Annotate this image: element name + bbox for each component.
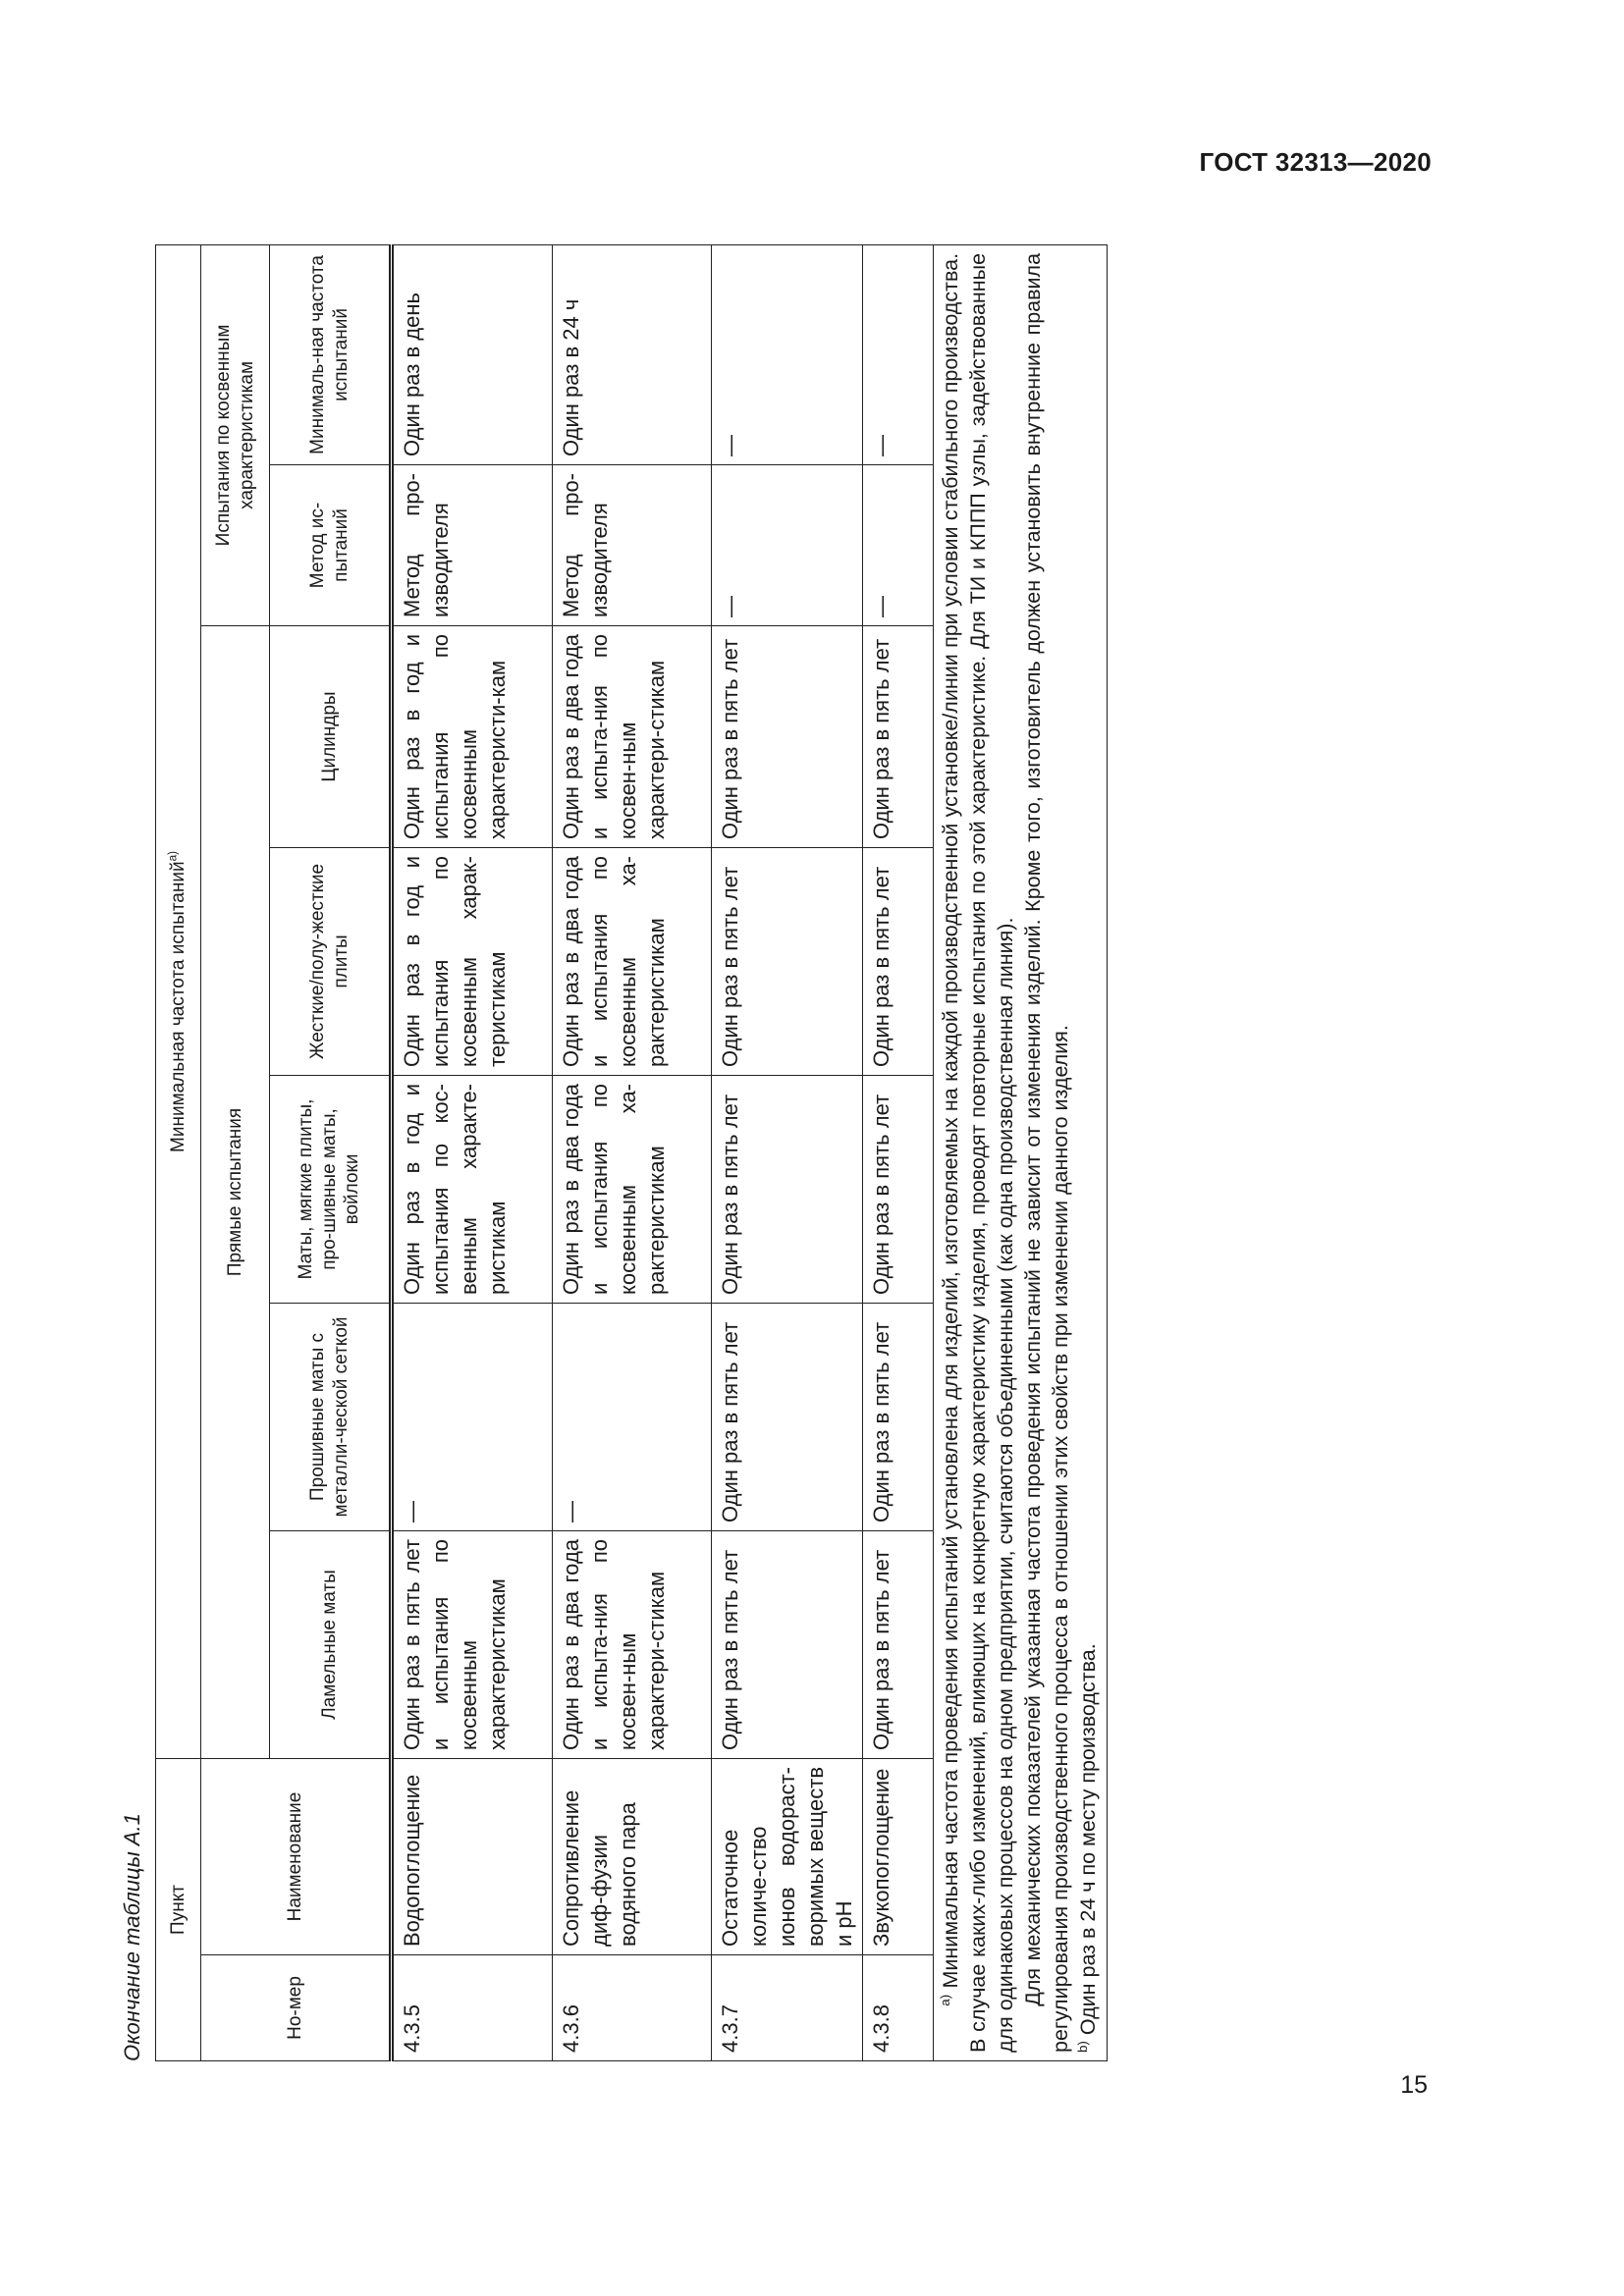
cell-cylinders: Один раз в год и испытания по косвенным характеристи-кам (392, 625, 553, 847)
rotated-table-sheet (110, 196, 1149, 2061)
cell-min-frequency: — (863, 244, 934, 464)
row-name: Звукопоглощение (863, 1758, 934, 1954)
cell-lamel: Один раз в пять лет (863, 1530, 934, 1758)
cell-proshiv: Один раз в пять лет (863, 1303, 934, 1530)
cell-min-frequency: — (712, 244, 863, 464)
header-lamel-mats: Ламельные маты (270, 1530, 392, 1758)
header-punkt: Пункт (156, 1758, 201, 2060)
header-name: Наименование (201, 1758, 392, 1954)
cell-lamel: Один раз в пять лет и испытания по косвенным характеристикам (392, 1530, 553, 1758)
cell-lamel: Один раз в пять лет (712, 1530, 863, 1758)
cell-maty: Один раз в два года и испытания по косвенным ха-рактеристикам (553, 1075, 712, 1303)
cell-proshiv: Один раз в пять лет (712, 1303, 863, 1530)
row-number: 4.3.8 (863, 1955, 934, 2061)
footnote-b: $^{b)}$ Один раз в 24 ч по месту производства. (1074, 1643, 1100, 2053)
cell-cylinders: Один раз в пять лет (863, 625, 934, 847)
table-row (863, 244, 934, 2060)
cell-maty: Один раз в год и испытания по кос-венным характе-ристикам (392, 1075, 553, 1303)
header-direct-tests: Прямые испытания (201, 625, 270, 1758)
cell-proshiv: — (392, 1303, 553, 1530)
header-min-frequency: Минимальная частота испытаний$^{a)}$ (156, 244, 201, 1758)
row-name: Водопоглощение (392, 1758, 553, 1954)
header-stitched-mats-mesh: Прошивные маты с металли-ческой сеткой (270, 1303, 392, 1530)
header-number: Но-мер (201, 1955, 392, 2061)
header-min-frequency-indirect: Минималь-ная частота испытаний (270, 244, 392, 464)
table-row (553, 244, 712, 2060)
header-mats-soft-boards: Маты, мягкие плиты, про-шивные маты, войлоки (270, 1075, 392, 1303)
table-footnotes (934, 244, 1108, 2060)
header-indirect-tests: Испытания по косвенным характеристикам (201, 244, 270, 625)
cell-maty: Один раз в пять лет (712, 1075, 863, 1303)
cell-method: Метод про-изводителя (553, 464, 712, 625)
cell-zhestkie: Один раз в год и испытания по косвенным харак-теристикам (392, 847, 553, 1075)
cell-zhestkie: Один раз в пять лет (712, 847, 863, 1075)
header-rigid-boards: Жесткие/полу-жесткие плиты (270, 847, 392, 1075)
cell-min-frequency: Один раз в день (392, 244, 553, 464)
row-name: Остаточное количе-ство ионов водораст-воримых веществ и pH (712, 1758, 863, 1954)
table-caption: Окончание таблицы А.1 (120, 1813, 144, 2061)
cell-maty: Один раз в пять лет (863, 1075, 934, 1303)
row-number: 4.3.7 (712, 1955, 863, 2061)
cell-zhestkie: Один раз в два года и испытания по косвенным ха-рактеристикам (553, 847, 712, 1075)
row-number: 4.3.6 (553, 1955, 712, 2061)
document-code: ГОСТ 32313—2020 (1199, 147, 1432, 177)
header-test-method: Метод ис-пытаний (270, 464, 392, 625)
footnote-a: $^{a)}$ Минимальная частота проведения испытаний установлена для изделий, изготовляемых на каждой производственной установке/линии при условии стабильного производства. В случае каких-либо изменений, влияющих на конкретную характеристику изделия, проводят повторные испытания по этой характеристике. Для ТИ и КППП узлы, задействованные для одинаковых процессов на одном предприятии, считаются объединенными (как одна производственная линия). (938, 252, 1018, 2053)
header-cylinders: Цилиндры (270, 625, 392, 847)
cell-method: — (863, 464, 934, 625)
cell-lamel: Один раз в два года и испыта-ния по косвен-ным характери-стикам (553, 1530, 712, 1758)
cell-method: — (712, 464, 863, 625)
cell-zhestkie: Один раз в пять лет (863, 847, 934, 1075)
cell-min-frequency: Один раз в 24 ч (553, 244, 712, 464)
test-frequency-table (155, 244, 1108, 2061)
cell-proshiv: — (553, 1303, 712, 1530)
row-name: Сопротивление диф-фузии водяного пара (553, 1758, 712, 1954)
table-row (712, 244, 863, 2060)
table-row (392, 244, 553, 2060)
cell-cylinders: Один раз в два года и испыта-ния по косвен-ным характери-стикам (553, 625, 712, 847)
row-number: 4.3.5 (392, 1955, 553, 2061)
footnote-a-continued: Для механических показателей указанная частота проведения испытаний не зависит от изменения изделий. Кроме того, изготовитель должен установить внутренние правила регулирования производственного процесса в отношении этих свойств при изменении данного изделия. (1020, 252, 1072, 2053)
cell-cylinders: Один раз в пять лет (712, 625, 863, 847)
page-number: 15 (1400, 2071, 1428, 2099)
cell-method: Метод про-изводителя (392, 464, 553, 625)
